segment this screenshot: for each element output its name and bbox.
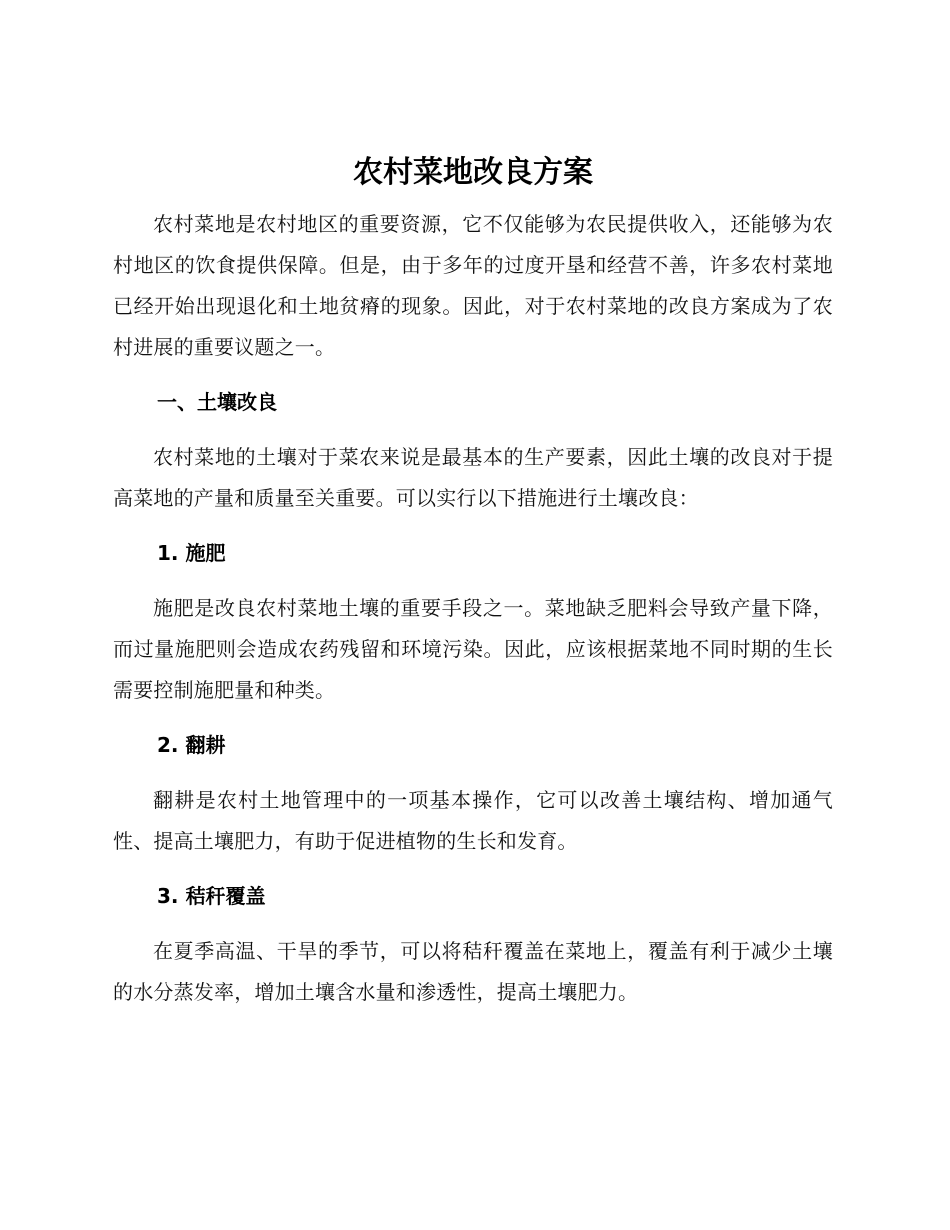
spacer xyxy=(113,519,833,533)
spacer xyxy=(113,368,833,382)
section-heading-soil: 一、土壤改良 xyxy=(157,390,277,414)
item-paragraph-fertilize: 施肥是改良农村菜地土壤的重要手段之一。菜地缺乏肥料会导致产量下降，而过量施肥则会造成农药残留和环境污染。因此，应该根据菜地不同时期的生长需要控制施肥量和种类。 xyxy=(113,596,833,702)
document-title: 农村菜地改良方案 xyxy=(353,155,593,190)
spacer xyxy=(113,862,833,876)
intro-paragraph: 农村菜地是农村地区的重要资源，它不仅能够为农民提供收入，还能够为农村地区的饮食提供保障。但是，由于多年的过度开垦和经营不善，许多农村菜地已经开始出现退化和土地贫瘠的现象。因此，对于农村菜地的改良方案成为了农村进展的重要议题之一。 xyxy=(113,212,833,359)
item-heading-straw-mulch: 3. 秸秆覆盖 xyxy=(157,884,266,908)
document-body xyxy=(113,150,833,1013)
spacer xyxy=(113,711,833,725)
spacer xyxy=(113,423,833,437)
spacer xyxy=(113,917,833,931)
item-paragraph-straw-mulch: 在夏季高温、干旱的季节，可以将秸秆覆盖在菜地上，覆盖有利于减少土壤的水分蒸发率，增加土壤含水量和渗透性，提高土壤肥力。 xyxy=(113,939,833,1004)
item-heading-plow: 2. 翻耕 xyxy=(157,733,226,757)
section-paragraph-soil: 农村菜地的土壤对于菜农来说是最基本的生产要素，因此土壤的改良对于提高菜地的产量和质量至关重要。可以实行以下措施进行土壤改良： xyxy=(113,445,833,510)
item-heading-fertilize: 1. 施肥 xyxy=(157,541,226,565)
spacer xyxy=(113,766,833,780)
spacer xyxy=(113,574,833,588)
item-paragraph-plow: 翻耕是农村土地管理中的一项基本操作，它可以改善土壤结构、增加通气性、提高土壤肥力，有助于促进植物的生长和发育。 xyxy=(113,788,833,853)
